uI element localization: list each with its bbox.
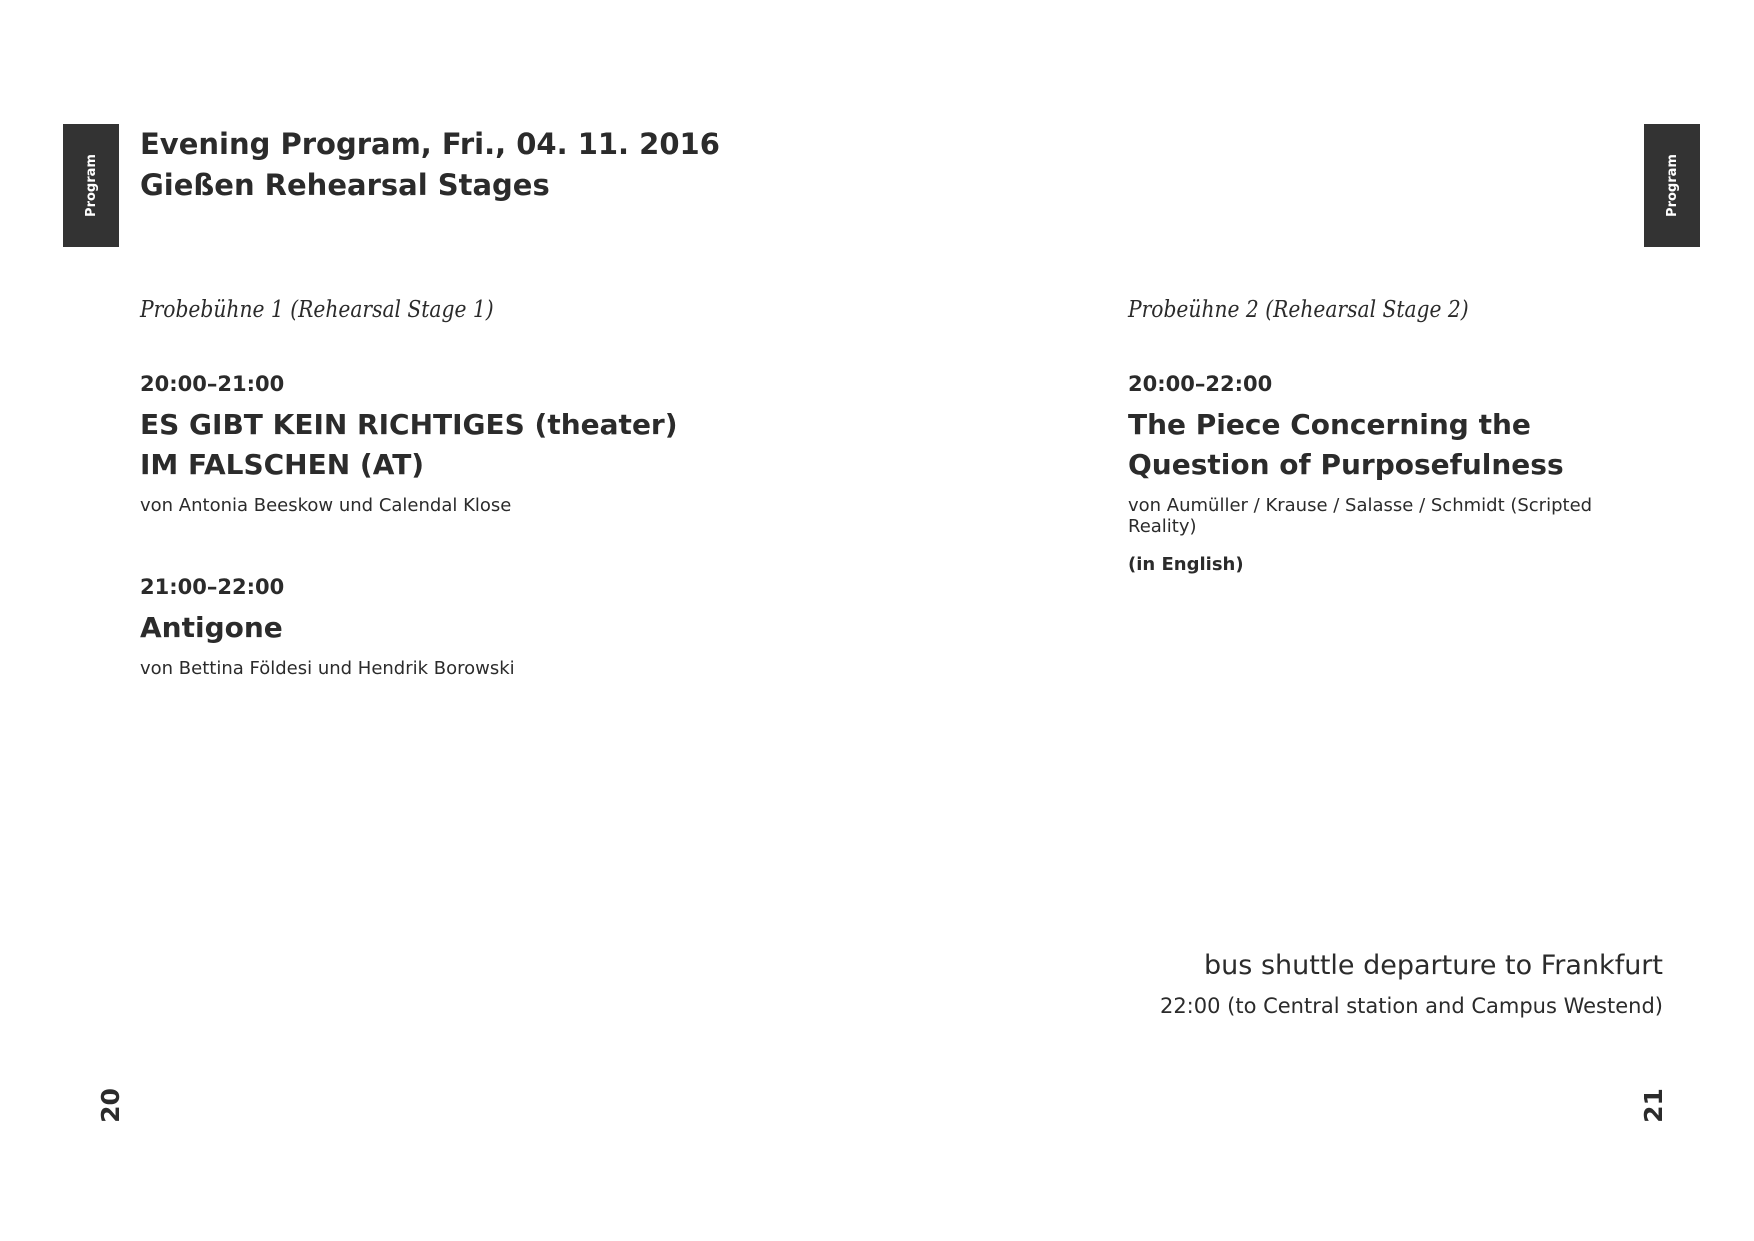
shuttle-detail: 22:00 (to Central station and Campus Westend): [1159, 994, 1663, 1018]
event-language-note: (in English): [1128, 554, 1244, 575]
event-title-line: Question of Purposefulness: [1128, 448, 1564, 481]
event-credit: von Antonia Beeskow und Calendal Klose: [140, 495, 512, 516]
header-venue-line: Gießen Rehearsal Stages: [140, 168, 550, 202]
event-title-line: The Piece Concerning the: [1128, 408, 1531, 441]
event-title: [140, 405, 760, 485]
event-title-line: IM FALSCHEN (AT): [140, 448, 425, 481]
page-number-label: 21: [1638, 1087, 1668, 1123]
page-header: [140, 124, 720, 206]
event-credit: von Bettina Földesi und Hendrik Borowski: [140, 658, 515, 679]
header-date-line: Evening Program, Fri., 04. 11. 2016: [140, 127, 720, 161]
page-number-left: [90, 1080, 130, 1130]
event-item: [140, 371, 760, 516]
section-tab-label: Program: [83, 154, 99, 217]
event-time: 21:00–22:00: [140, 575, 285, 599]
stage-1-column: [140, 295, 760, 679]
event-title: [140, 608, 760, 648]
shuttle-title: bus shuttle departure to Frankfurt: [1204, 950, 1663, 981]
page-number-label: 20: [95, 1087, 125, 1123]
shuttle-info: [1160, 946, 1663, 1022]
event-title-line: Antigone: [140, 611, 283, 644]
event-credit: von Aumüller / Krause / Salasse / Schmidt (Scripted Reality): [1128, 495, 1593, 537]
section-tab-right: [1644, 124, 1700, 247]
stage-2-heading: Probeühne 2 (Rehearsal Stage 2): [1128, 297, 1469, 323]
section-tab-label: Program: [1664, 154, 1680, 217]
page-number-right: [1633, 1080, 1673, 1130]
event-item: [140, 574, 760, 679]
stage-2-column: [1128, 295, 1608, 577]
event-time: 20:00–21:00: [140, 372, 285, 396]
event-time: 20:00–22:00: [1128, 372, 1273, 396]
section-tab-left: [63, 124, 119, 247]
event-item: [1128, 371, 1608, 577]
event-title: [1128, 405, 1608, 485]
event-title-line: ES GIBT KEIN RICHTIGES (theater): [140, 408, 678, 441]
stage-1-heading: Probebühne 1 (Rehearsal Stage 1): [140, 297, 494, 323]
